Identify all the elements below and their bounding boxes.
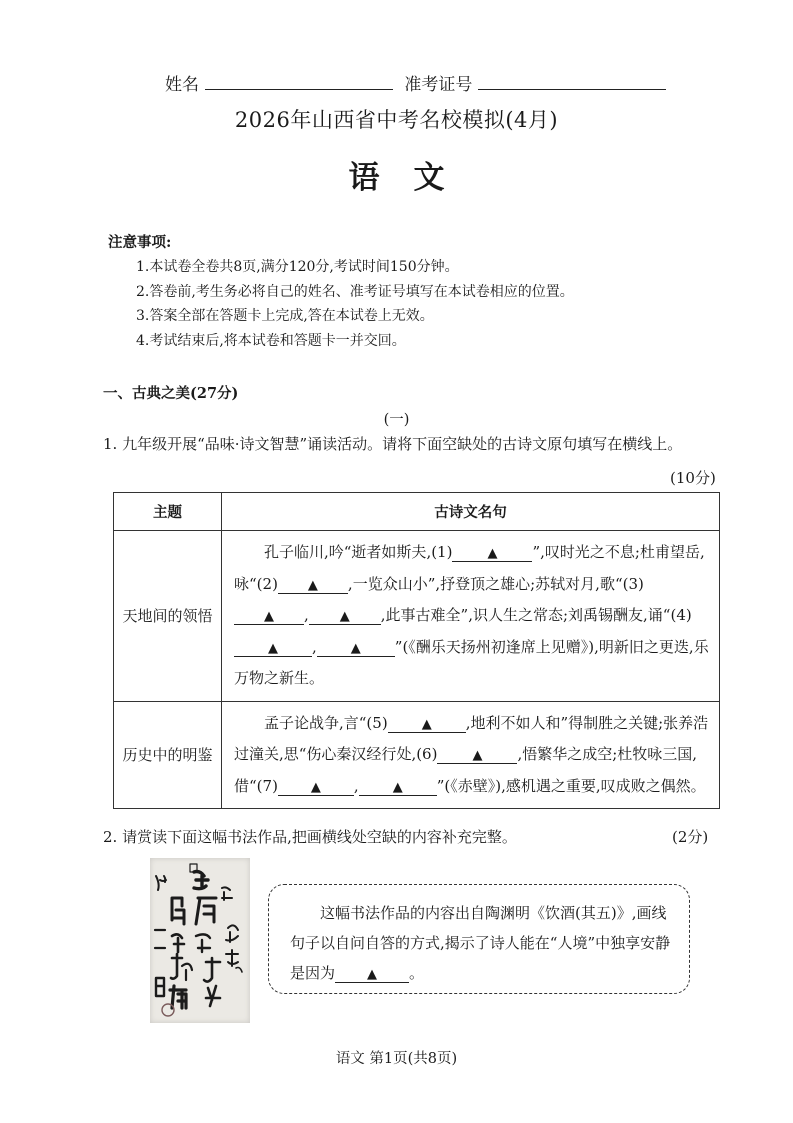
answer-blank-4b[interactable]: ▲: [317, 639, 395, 657]
name-label: 姓名: [165, 75, 199, 95]
note-item: 2.答卷前,考生务必将自己的姓名、准考证号填写在本试卷相应的位置。: [136, 284, 574, 300]
answer-blank-3b[interactable]: ▲: [309, 607, 381, 625]
question-2-score: (2分): [672, 828, 709, 846]
question-2-prompt: 这幅书法作品的内容出自陶渊明《饮酒(其五)》,画线句子以自问自答的方式,揭示了诗人能在“人境”中独享安静是因为 ▲ 。: [290, 904, 671, 982]
subject-title: 语文: [348, 160, 479, 196]
question-1-score: (10分): [670, 469, 716, 487]
note-item: 1.本试卷全卷共8页,满分120分,考试时间150分钟。: [136, 259, 459, 275]
question-2-text: 2. 请赏读下面这幅书法作品,把画横线处空缺的内容补充完整。: [103, 828, 517, 846]
answer-blank-6[interactable]: ▲: [437, 746, 517, 764]
answer-blank-1[interactable]: ▲: [452, 544, 532, 562]
theme-cell: 历史中的明鉴: [114, 701, 222, 809]
notes-heading: 注意事项:: [108, 234, 172, 251]
lines-cell: 孟子论战争,言“(5) ▲ ,地利不如人和”得制胜之关键;张养浩过潼关,思“伤心秦汉经行处,(6) ▲ ,悟繁华之成空;杜牧咏三国,借“(7) ▲ , ▲ ”(《赤壁》),感机遇之重要,叹成败之偶然。: [222, 701, 720, 809]
name-field[interactable]: [205, 71, 393, 90]
exam-id-field[interactable]: [478, 71, 666, 90]
theme-column-header: 主题: [114, 493, 222, 531]
calligraphy-image: [150, 858, 250, 1023]
part-heading: (一): [383, 412, 410, 428]
calligraphy-strokes: [150, 858, 250, 1023]
table-header-row: [114, 493, 720, 531]
answer-blank-q2[interactable]: ▲: [335, 965, 409, 983]
exam-id-label: 准考证号: [404, 75, 473, 95]
question-1-text: 1. 九年级开展“品味·诗文智慧”诵读活动。请将下面空缺处的古诗文原句填写在横线上。: [103, 435, 683, 453]
note-item: 4.考试结束后,将本试卷和答题卡一并交回。: [136, 333, 406, 349]
answer-blank-7b[interactable]: ▲: [359, 778, 437, 796]
table-row: [114, 701, 720, 809]
answer-blank-5[interactable]: ▲: [388, 715, 466, 733]
lines-cell: 孔子临川,吟“逝者如斯夫,(1) ▲ ”,叹时光之不息;杜甫望岳,咏“(2) ▲ ,一览众山小”,抒登顶之雄心;苏轼对月,歌“(3)▲ , ▲ ,此事古难全”,识人生之常态;刘禹锡酬友,诵“(4)▲ , ▲ ”(《酬乐天扬州初逢席上见赠》),明新旧之更迭,乐万物之新生。: [222, 531, 720, 702]
page-footer: 语文 第1页(共8页): [335, 1051, 458, 1067]
table-row: [114, 531, 720, 702]
exam-title: 2026年山西省中考名校模拟(4月): [234, 108, 559, 132]
note-item: 3.答案全部在答题卡上完成,答在本试卷上无效。: [136, 308, 434, 324]
answer-blank-4a[interactable]: ▲: [234, 639, 312, 657]
poem-table: [113, 492, 720, 809]
answer-blank-3a[interactable]: ▲: [234, 607, 304, 625]
answer-blank-7a[interactable]: ▲: [278, 778, 354, 796]
theme-cell: 天地间的领悟: [114, 531, 222, 702]
section-heading: 一、古典之美(27分): [103, 385, 239, 402]
answer-blank-2[interactable]: ▲: [278, 576, 348, 594]
candidate-info-line: [165, 70, 666, 95]
lines-column-header: 古诗文名句: [222, 493, 720, 531]
